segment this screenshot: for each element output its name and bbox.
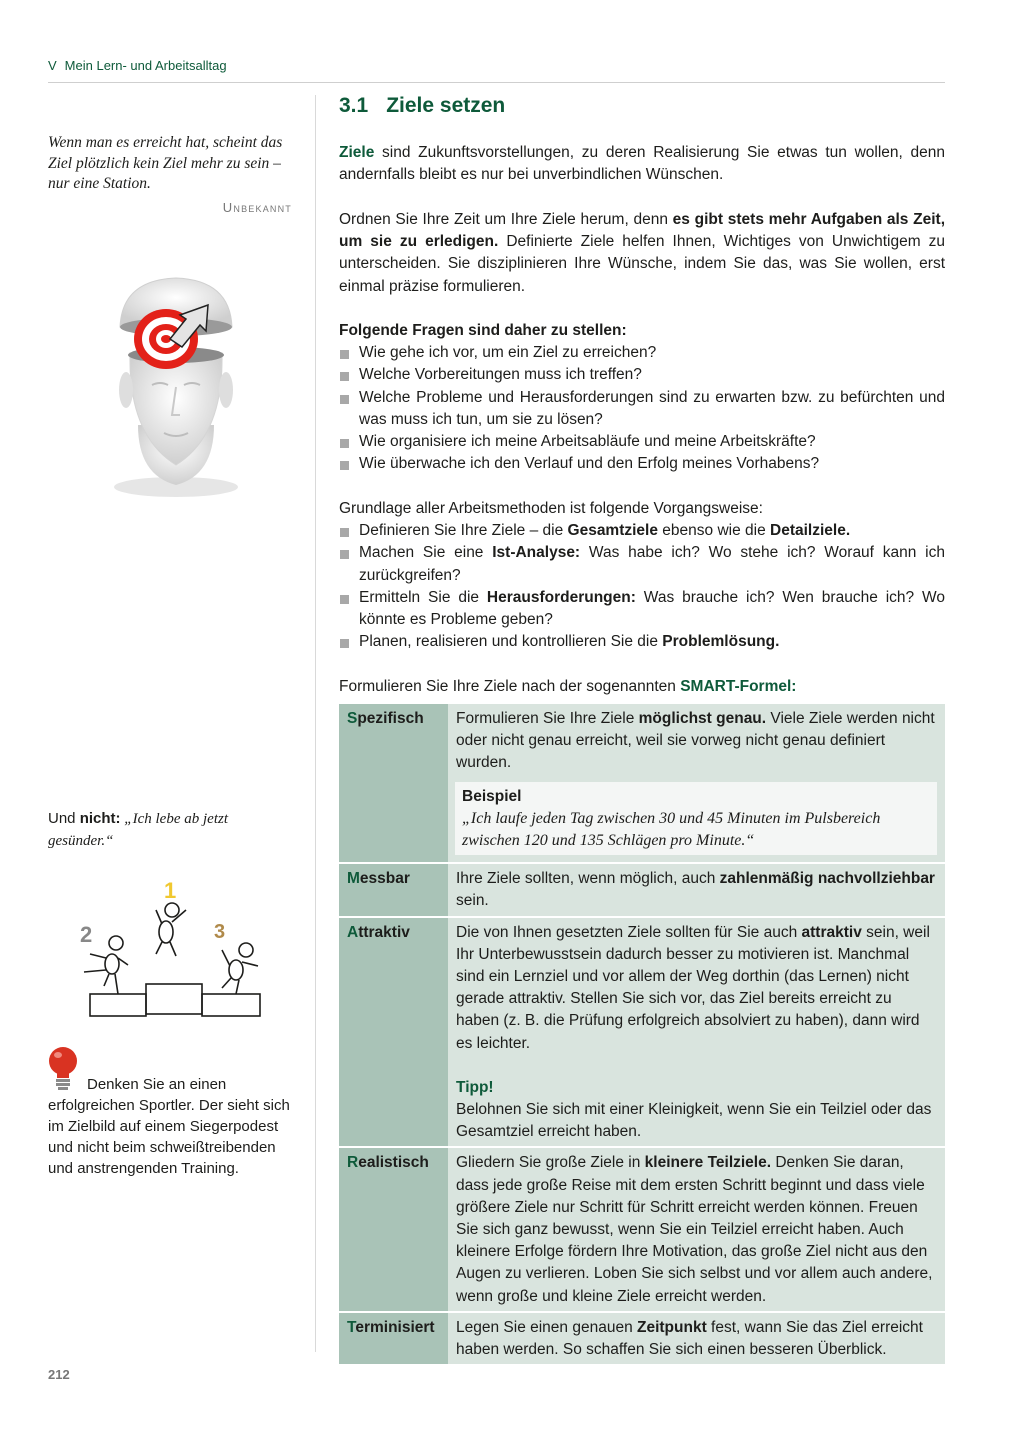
page-number: 212 [48, 1367, 70, 1382]
list-item: Wie überwache ich den Verlauf und den Erfolg meines Vorhabens? [339, 453, 945, 475]
list-item: Ermitteln Sie die Herausforderungen: Was brauche ich? Wen brauche ich? Wo könnte es Probleme geben? [339, 587, 945, 631]
section-title [339, 94, 505, 118]
sidebar-tip: Denken Sie an einen erfolgreichen Sportler. Der sieht sich im Zielbild auf einem Siegerpodest und nicht beim schweißtreibenden und anstrengenden Training. [48, 1076, 290, 1177]
column-divider [315, 95, 316, 1352]
podium-illustration [76, 870, 266, 1020]
running-head [48, 58, 227, 73]
head-target-illustration [108, 275, 244, 497]
questions-heading: Folgende Fragen sind daher zu stellen: [339, 322, 627, 339]
list-item: Welche Probleme und Herausforderungen sind zu erwarten bzw. zu befürchten und was muss ich tun, um sie zu lösen? [339, 387, 945, 431]
list-item: Planen, realisieren und kontrollieren Sie die Problemlösung. [339, 631, 945, 653]
tipp-text: Belohnen Sie sich mit einer Kleinigkeit, wenn Sie ein Teilziel oder das Gesamtziel erreicht haben. [456, 1101, 932, 1141]
podium-label-2: 2 [80, 922, 93, 947]
example-title: Beispiel [462, 787, 522, 805]
smart-description: Formulieren Sie Ihre Ziele möglichst genau. Viele Ziele werden nicht oder nicht genau erreicht, weil sie vorweg nicht genau definiert wurden. Beispiel „Ich laufe jeden Tag zwischen 30 und 45 Minuten im Pulsbereich zwischen 120 und 135 Schlägen pro Minute.“ [448, 704, 945, 863]
smart-description: Die von Ihnen gesetzten Ziele sollten für Sie auch attraktiv sein, weil Ihr Unterbewusstsein dadurch besser zu motivieren ist. Manchmal sind ein Lernziel und vor allem der Weg dorthin (das Lernen) nicht gerade attraktiv. Stellen Sie sich vor, das Ziel bereits erreicht zu haben (z. B. die Prüfung erfolgreich absolviert zu haben), dann wird es leichter. Tipp! Belohnen Sie sich mit einer Kleinigkeit, wenn Sie ein Teilziel oder das Gesamtziel erreicht haben. [448, 917, 945, 1148]
header-divider [48, 82, 945, 83]
list-item: Definieren Sie Ihre Ziele – die Gesamtziele ebenso wie die Detailziele. [339, 520, 945, 542]
list-item: Wie organisiere ich meine Arbeitsabläufe und meine Arbeitskräfte? [339, 431, 945, 453]
procedure-list [339, 520, 945, 653]
procedure-heading: Grundlage aller Arbeitsmethoden ist folgende Vorgangsweise: [339, 500, 763, 517]
smart-intro-text: Formulieren Sie Ihre Ziele nach der sogenannten [339, 678, 681, 695]
quote-author: Unbekannt [222, 200, 292, 215]
counter-example [48, 808, 288, 852]
smart-term: Realistisch [339, 1147, 448, 1311]
table-row [339, 863, 945, 916]
intro-paragraph-2 [339, 209, 945, 298]
questions-block [339, 320, 945, 475]
intro-p2-b: Definierte Ziele helfen Ihnen, Wichtiges von Unwichtigem zu unterscheiden. Sie disziplinieren Ihre Wünsche, indem Sie das, was Sie wollen, erst einmal präzise formulieren. [339, 233, 945, 295]
section-heading: Ziele setzen [386, 94, 506, 117]
smart-description: Legen Sie einen genauen Zeitpunkt fest, wann Sie das Ziel erreicht haben werden. So schaffen Sie sich einen besseren Überblick. [448, 1312, 945, 1365]
smart-term: Terminisiert [339, 1312, 448, 1365]
podium-label-1: 1 [164, 878, 177, 903]
example-box [455, 782, 937, 856]
section-number: 3.1 [339, 94, 369, 117]
smart-intro [339, 676, 945, 698]
smart-description: Ihre Ziele sollten, wenn möglich, auch zahlenmäßig nachvollziehbar sein. [448, 863, 945, 916]
smart-term: Spezifisch [339, 704, 448, 863]
table-row [339, 917, 945, 1148]
list-item: Machen Sie eine Ist-Analyse: Was habe ich? Wo stehe ich? Worauf kann ich zurückgreifen? [339, 542, 945, 586]
smart-description: Gliedern Sie große Ziele in kleinere Teilziele. Denken Sie daran, dass jede große Reise mit dem ersten Schritt beginnt und dass viele größere Ziele nur Schritt für Schritt erreicht werden können. Freuen Sie sich ganz bewusst, wenn Sie ein Teilziel erreicht haben. Auch kleinere Erfolge fördern Ihre Motivation, das große Ziel nicht aus den Augen zu verlieren. Loben Sie sich selbst und vor allem auch andere, wenn große und kleine Ziele erreicht werden. [448, 1147, 945, 1311]
tipp-title: Tipp! [456, 1078, 494, 1096]
procedure-block [339, 498, 945, 653]
counter-example-prefix: Und [48, 810, 80, 827]
intro-p1-text: sind Zukunftsvorstellungen, zu deren Realisierung Sie etwas tun wollen, denn andernfalls bleibt es nur bei unverbindlichen Wünschen. [339, 144, 945, 184]
list-item: Welche Vorbereitungen muss ich treffen? [339, 364, 945, 386]
sidebar-quote: Wenn man es erreicht hat, scheint das Ziel plötzlich kein Ziel mehr zu sein – nur eine Station. [48, 134, 283, 192]
smart-term: Attraktiv [339, 917, 448, 1148]
smart-table [339, 704, 945, 1366]
intro-paragraph-1 [339, 142, 945, 186]
counter-example-quote: „Ich lebe ab jetzt gesünder.“ [48, 811, 228, 849]
intro-p2-a: Ordnen Sie Ihre Zeit um Ihre Ziele herum, denn [339, 211, 673, 228]
counter-example-bold: nicht: [79, 810, 121, 827]
questions-list [339, 342, 945, 475]
table-row [339, 1147, 945, 1311]
smart-term: Messbar [339, 863, 448, 916]
chapter-number: V [48, 58, 57, 73]
chapter-title: Mein Lern- und Arbeitsalltag [64, 58, 227, 73]
podium-label-3: 3 [214, 921, 226, 943]
term-ziele: Ziele [339, 144, 375, 161]
smart-formula-label: SMART-Formel: [680, 678, 797, 695]
example-text: „Ich laufe jeden Tag zwischen 30 und 45 Minuten im Pulsbereich zwischen 120 und 135 Schlägen pro Minute.“ [462, 809, 881, 850]
list-item: Wie gehe ich vor, um ein Ziel zu erreichen? [339, 342, 945, 364]
intro-p2-bold: es gibt stets mehr Aufgaben als Zeit, um sie zu erledigen. [339, 211, 946, 251]
table-row [339, 704, 945, 863]
table-row [339, 1312, 945, 1365]
